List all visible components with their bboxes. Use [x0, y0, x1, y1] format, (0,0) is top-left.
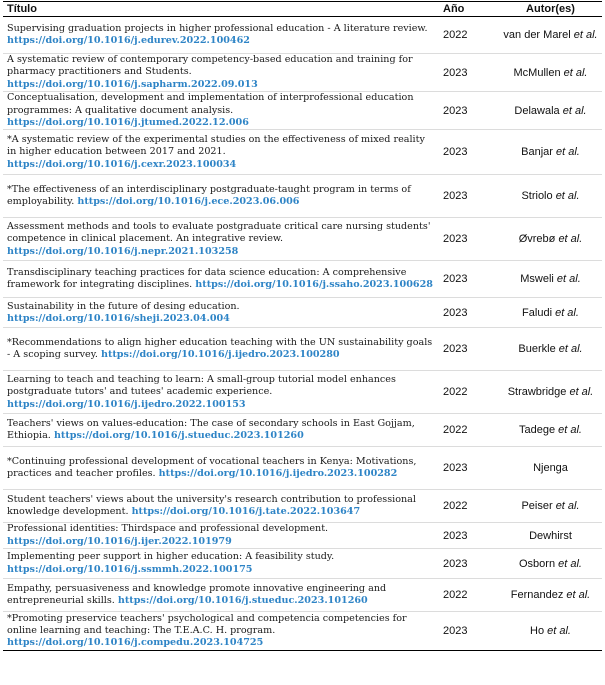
- author-name: Msweli: [520, 273, 554, 286]
- doi-link[interactable]: https://doi.org/10.1016/j.ijedro.2023.100280: [100, 349, 340, 361]
- year-cell: 2023: [443, 175, 499, 218]
- reference-title: *Promoting preservice teachers' psychological and competencia competencies for online learning and teaching: The T.E.A.C. H. program.: [7, 612, 407, 637]
- reference-title: Professional identities: Thirdspace and professional development.: [7, 523, 329, 535]
- doi-link[interactable]: https://doi.org/10.1016/j.tate.2022.103647: [131, 506, 361, 518]
- author-cell: [499, 523, 602, 549]
- author-cell: [499, 447, 602, 490]
- reference-title: Transdisciplinary teaching practices for data science education: A comprehensive framework for integrating disciplines.: [7, 267, 407, 291]
- table-row: [3, 54, 602, 92]
- doi-link[interactable]: https://doi.org/10.1016/j.stueduc.2023.101260: [117, 595, 368, 607]
- reference-cell: [3, 414, 443, 447]
- doi-link[interactable]: https://doi.org/10.1016/j.jtumed.2022.12.006: [7, 117, 249, 129]
- references-table: [3, 1, 602, 651]
- et-al-text: et al.: [566, 589, 591, 602]
- author-name: Njenga: [533, 462, 568, 475]
- reference-title: Assessment methods and tools to evaluate postgraduate critical care nursing students' competence in clinical placement. An integrative review.: [7, 220, 431, 245]
- author-cell: [499, 130, 602, 175]
- author-name: Delawala: [514, 104, 560, 117]
- reference-cell: [3, 523, 443, 549]
- year-cell: 2023: [443, 328, 499, 371]
- reference-cell: [3, 298, 443, 328]
- et-al-text: et al.: [563, 66, 588, 79]
- reference-cell: [3, 218, 443, 261]
- reference-title: *Continuing professional development of vocational teachers in Kenya: Motivations, practices and teacher profiles.: [7, 456, 417, 480]
- author-cell: [499, 490, 602, 523]
- year-cell: 2023: [443, 447, 499, 490]
- reference-cell: [3, 130, 443, 175]
- et-al-text: et al.: [556, 273, 581, 286]
- author-name: Dewhirst: [529, 529, 572, 542]
- table-body: [3, 17, 602, 651]
- table-row: [3, 414, 602, 447]
- author-name: Fernandez: [510, 589, 564, 602]
- table-header: [3, 2, 602, 17]
- table-row: [3, 218, 602, 261]
- doi-link[interactable]: https://doi.org/10.1016/j.ssmmh.2022.100175: [7, 563, 253, 575]
- table-row: [3, 261, 602, 298]
- year-cell: 2022: [443, 371, 499, 414]
- table-row: [3, 298, 602, 328]
- table-row: [3, 549, 602, 579]
- reference-cell: [3, 54, 443, 92]
- table-row: [3, 17, 602, 54]
- reference-cell: [3, 579, 443, 612]
- et-al-text: et al.: [562, 104, 587, 117]
- reference-cell: [3, 490, 443, 523]
- et-al-text: et al.: [573, 29, 598, 41]
- et-al-text: et al.: [555, 306, 579, 319]
- doi-link[interactable]: https://doi.org/10.1016/j.stueduc.2023.101260: [53, 430, 304, 442]
- reference-title: Sustainability in the future of desing education.: [7, 300, 240, 312]
- reference-cell: [3, 17, 443, 54]
- year-cell: 2022: [443, 414, 499, 447]
- reference-title: Conceptualisation, development and implementation of interprofessional education programmes: A qualitative document analysis.: [7, 92, 414, 116]
- table-row: [3, 175, 602, 218]
- reference-title: Teachers' views on values-education: The case of secondary schools in East Gojjam, Ethiopia.: [7, 418, 415, 442]
- year-cell: 2023: [443, 92, 499, 130]
- author-cell: [499, 328, 602, 371]
- author-cell: [499, 54, 602, 92]
- author-name: Peiser: [521, 500, 553, 513]
- reference-title: Empathy, persuasiveness and knowledge promote innovative engineering and entrepreneurial skills.: [7, 582, 387, 607]
- et-al-text: et al.: [558, 557, 582, 570]
- table-row: [3, 612, 602, 651]
- reference-cell: [3, 371, 443, 414]
- doi-link[interactable]: https://doi.org/10.1016/j.ijedro.2022.100153: [7, 398, 246, 410]
- author-name: McMullen: [513, 66, 561, 79]
- year-cell: 2023: [443, 612, 499, 651]
- doi-link[interactable]: https://doi.org/10.1016/j.nepr.2021.103258: [7, 245, 239, 257]
- et-al-text: et al.: [555, 500, 580, 513]
- year-cell: 2023: [443, 298, 499, 328]
- year-cell: 2022: [443, 490, 499, 523]
- author-name: Ho: [530, 625, 545, 638]
- reference-cell: [3, 261, 443, 298]
- year-cell: 2022: [443, 579, 499, 612]
- reference-cell: [3, 328, 443, 371]
- et-al-text: et al.: [558, 424, 582, 437]
- author-name: Strawbridge: [507, 386, 567, 399]
- year-cell: 2023: [443, 523, 499, 549]
- et-al-text: et al.: [569, 386, 594, 399]
- author-name: Øvrebø: [518, 233, 556, 246]
- author-cell: [499, 92, 602, 130]
- reference-title: *Recommendations to align higher education teaching with the UN sustainability goals - A scoping survey.: [7, 337, 433, 361]
- reference-title: *The effectiveness of an interdisciplinary postgraduate-taught program in terms of employability.: [7, 184, 411, 208]
- author-cell: [499, 414, 602, 447]
- reference-cell: [3, 175, 443, 218]
- doi-link[interactable]: https://doi.org/10.1016/sheji.2023.04.004: [7, 312, 230, 324]
- et-al-text: et al.: [555, 190, 580, 203]
- author-name: Buerkle: [518, 343, 556, 356]
- reference-cell: [3, 447, 443, 490]
- et-al-text: et al.: [547, 625, 571, 638]
- year-cell: 2023: [443, 549, 499, 579]
- header-year: Año: [443, 2, 499, 17]
- doi-link[interactable]: https://doi.org/10.1016/j.compedu.2023.104725: [7, 637, 264, 649]
- table-row: [3, 371, 602, 414]
- author-name: Faludi: [522, 306, 553, 319]
- doi-link[interactable]: https://doi.org/10.1016/j.ijer.2022.101979: [7, 535, 232, 547]
- header-author: Autor(es): [499, 2, 602, 17]
- et-al-text: et al.: [558, 233, 583, 246]
- author-cell: [499, 17, 602, 54]
- table-row: [3, 579, 602, 612]
- doi-link[interactable]: https://doi.org/10.1016/j.edurev.2022.100462: [7, 35, 250, 46]
- table-row: [3, 328, 602, 371]
- header-title: Título: [3, 2, 443, 17]
- author-name: Striolo: [521, 190, 553, 203]
- author-name: Osborn: [519, 557, 556, 570]
- table-row: [3, 523, 602, 549]
- author-cell: [499, 298, 602, 328]
- table-row: [3, 490, 602, 523]
- author-cell: [499, 261, 602, 298]
- year-cell: 2023: [443, 130, 499, 175]
- doi-link[interactable]: https://doi.org/10.1016/j.ssaho.2023.100628: [195, 279, 433, 291]
- author-cell: [499, 549, 602, 579]
- year-cell: 2023: [443, 261, 499, 298]
- doi-link[interactable]: https://doi.org/10.1016/j.cexr.2023.100034: [7, 158, 237, 170]
- author-cell: [499, 612, 602, 651]
- header-row: [3, 2, 602, 17]
- et-al-text: et al.: [558, 343, 583, 356]
- reference-title: Student teachers' views about the university's research contribution to professional knowledge development.: [7, 494, 416, 518]
- author-cell: [499, 175, 602, 218]
- author-cell: [499, 218, 602, 261]
- author-cell: [499, 371, 602, 414]
- table-row: [3, 447, 602, 490]
- year-cell: 2023: [443, 54, 499, 92]
- author-name: Banjar: [521, 146, 553, 159]
- reference-title: Supervising graduation projects in higher professional education - A literature review.: [7, 22, 428, 34]
- doi-link[interactable]: https://doi.org/10.1016/j.sapharm.2022.09.013: [7, 78, 258, 90]
- reference-title: A systematic review of contemporary competency-based education and training for pharmacy practitioners and Students.: [7, 54, 413, 78]
- doi-link[interactable]: https://doi.org/10.1016/j.ece.2023.06.006: [77, 196, 300, 208]
- author-name: van der Marel: [503, 29, 571, 41]
- year-cell: 2022: [443, 17, 499, 54]
- reference-cell: [3, 549, 443, 579]
- year-cell: 2023: [443, 218, 499, 261]
- reference-cell: [3, 612, 443, 651]
- table-row: [3, 92, 602, 130]
- table-row: [3, 130, 602, 175]
- et-al-text: et al.: [556, 146, 580, 159]
- reference-title: Learning to teach and teaching to learn: A small-group tutorial model enhances postgraduate tutors' and tutees' academic experience.: [7, 373, 396, 398]
- reference-title: Implementing peer support in higher education: A feasibility study.: [7, 551, 335, 563]
- doi-link[interactable]: https://doi.org/10.1016/j.ijedro.2023.100282: [158, 468, 398, 480]
- author-cell: [499, 579, 602, 612]
- reference-cell: [3, 92, 443, 130]
- author-name: Tadege: [518, 424, 556, 437]
- reference-title: *A systematic review of the experimental studies on the effectiveness of mixed reality in higher education between 2017 and 2021.: [7, 133, 425, 158]
